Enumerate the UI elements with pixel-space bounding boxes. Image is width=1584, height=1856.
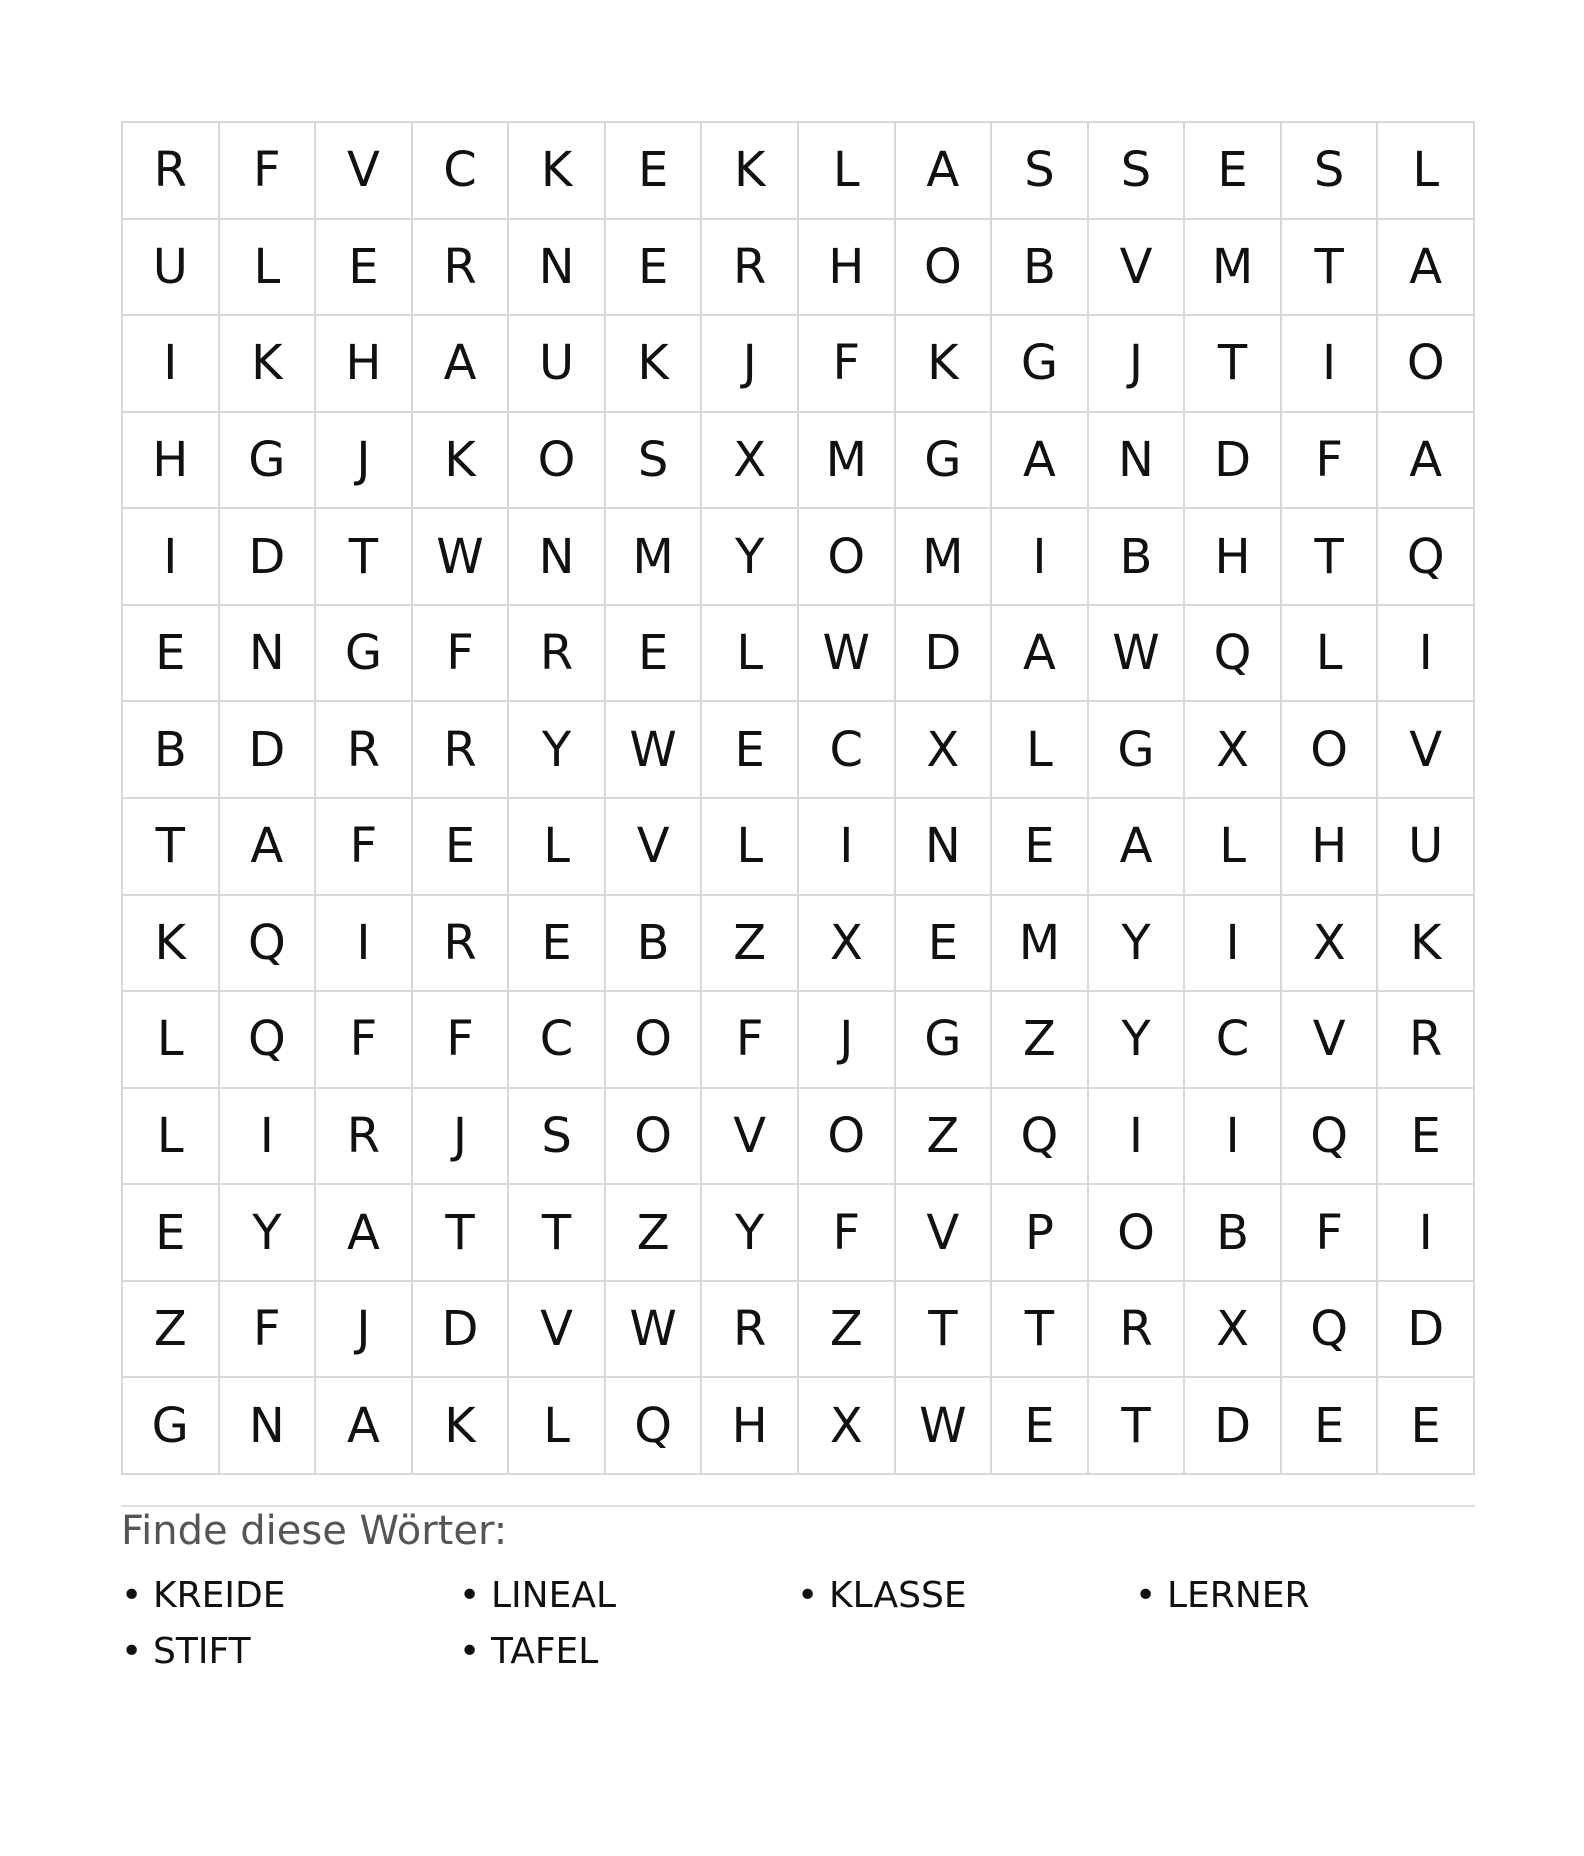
grid-cell[interactable]: Z — [992, 992, 1089, 1089]
grid-cell[interactable]: I — [1378, 606, 1475, 703]
grid-cell[interactable]: X — [1282, 896, 1379, 993]
grid-cell[interactable]: E — [316, 220, 413, 317]
grid-cell[interactable]: I — [1185, 896, 1282, 993]
grid-cell[interactable]: V — [606, 799, 703, 896]
grid-cell[interactable]: T — [413, 1185, 510, 1282]
grid-cell[interactable]: F — [799, 1185, 896, 1282]
word-list-heading: Finde diese Wörter: — [121, 1508, 508, 1554]
grid-cell[interactable]: R — [123, 123, 220, 220]
grid-cell[interactable]: O — [896, 220, 993, 317]
grid-cell[interactable]: A — [992, 606, 1089, 703]
grid-cell[interactable]: S — [1282, 123, 1379, 220]
grid-cell[interactable]: X — [799, 896, 896, 993]
grid-cell[interactable]: K — [413, 1378, 510, 1475]
grid-cell[interactable]: N — [220, 606, 317, 703]
grid-cell[interactable]: L — [509, 1378, 606, 1475]
grid-cell[interactable]: X — [1185, 1282, 1282, 1379]
word-item — [121, 1568, 459, 1624]
grid-cell[interactable]: K — [702, 123, 799, 220]
grid-cell[interactable]: Q — [1282, 1282, 1379, 1379]
grid-cell[interactable]: Y — [220, 1185, 317, 1282]
grid-cell[interactable]: T — [1282, 509, 1379, 606]
grid-cell[interactable]: O — [1282, 702, 1379, 799]
grid-cell[interactable]: V — [509, 1282, 606, 1379]
grid-cell[interactable]: D — [413, 1282, 510, 1379]
grid-cell[interactable]: J — [702, 316, 799, 413]
grid-cell[interactable]: R — [413, 702, 510, 799]
word-item — [459, 1568, 797, 1624]
bullet-icon: • — [121, 1575, 143, 1616]
grid-cell[interactable]: Q — [220, 992, 317, 1089]
grid-cell[interactable]: U — [509, 316, 606, 413]
grid-cell[interactable]: C — [799, 702, 896, 799]
grid-cell[interactable]: X — [799, 1378, 896, 1475]
grid-cell[interactable]: M — [896, 509, 993, 606]
grid-cell[interactable]: Q — [220, 896, 317, 993]
word-label: TAFEL — [491, 1631, 599, 1672]
grid-cell[interactable]: N — [509, 509, 606, 606]
grid-cell[interactable]: A — [1378, 413, 1475, 510]
grid-cell[interactable]: H — [1282, 799, 1379, 896]
grid-cell[interactable]: I — [799, 799, 896, 896]
grid-cell[interactable]: I — [123, 509, 220, 606]
grid-cell[interactable]: E — [413, 799, 510, 896]
grid-cell[interactable]: I — [220, 1089, 317, 1186]
grid-cell[interactable]: T — [316, 509, 413, 606]
grid-cell[interactable]: A — [1089, 799, 1186, 896]
grid-cell[interactable]: I — [123, 316, 220, 413]
grid-cell[interactable]: S — [1089, 123, 1186, 220]
word-item — [797, 1568, 1135, 1624]
grid-cell[interactable]: E — [606, 606, 703, 703]
grid-cell[interactable]: G — [316, 606, 413, 703]
grid-cell[interactable]: K — [123, 896, 220, 993]
grid-cell[interactable]: R — [316, 1089, 413, 1186]
grid-cell[interactable]: F — [316, 799, 413, 896]
bullet-icon: • — [459, 1575, 481, 1616]
grid-cell[interactable]: T — [992, 1282, 1089, 1379]
grid-cell[interactable]: O — [509, 413, 606, 510]
grid-cell[interactable]: V — [896, 1185, 993, 1282]
grid-cell[interactable]: J — [316, 413, 413, 510]
grid-cell[interactable]: R — [413, 220, 510, 317]
grid-cell[interactable]: A — [413, 316, 510, 413]
grid-cell[interactable]: K — [606, 316, 703, 413]
grid-cell[interactable]: Y — [509, 702, 606, 799]
grid-cell[interactable]: V — [1089, 220, 1186, 317]
grid-cell[interactable]: F — [1282, 1185, 1379, 1282]
grid-cell[interactable]: W — [896, 1378, 993, 1475]
grid-cell[interactable]: H — [123, 413, 220, 510]
grid-cell[interactable]: L — [1378, 123, 1475, 220]
grid-cell[interactable]: L — [123, 992, 220, 1089]
grid-cell[interactable]: Q — [1282, 1089, 1379, 1186]
grid-cell[interactable]: A — [992, 413, 1089, 510]
grid-cell[interactable]: H — [316, 316, 413, 413]
grid-cell[interactable]: O — [799, 1089, 896, 1186]
grid-cell[interactable]: I — [1378, 1185, 1475, 1282]
grid-cell[interactable]: E — [1378, 1378, 1475, 1475]
grid-cell[interactable]: L — [799, 123, 896, 220]
grid-cell[interactable]: F — [799, 316, 896, 413]
grid-cell[interactable]: Q — [1378, 509, 1475, 606]
grid-cell[interactable]: O — [799, 509, 896, 606]
grid-cell[interactable]: Q — [606, 1378, 703, 1475]
word-list — [121, 1568, 1475, 1680]
grid-cell[interactable]: Q — [1185, 606, 1282, 703]
grid-cell[interactable]: M — [606, 509, 703, 606]
grid-cell[interactable]: C — [413, 123, 510, 220]
grid-cell[interactable]: A — [220, 799, 317, 896]
grid-cell[interactable]: R — [702, 1282, 799, 1379]
grid-cell[interactable]: W — [1089, 606, 1186, 703]
grid-cell[interactable]: Z — [702, 896, 799, 993]
grid-cell[interactable]: C — [509, 992, 606, 1089]
grid-cell[interactable]: W — [606, 702, 703, 799]
word-label: LERNER — [1167, 1575, 1310, 1616]
grid-cell[interactable]: B — [992, 220, 1089, 317]
grid-cell[interactable]: Y — [702, 509, 799, 606]
grid-cell[interactable]: E — [896, 896, 993, 993]
bullet-icon: • — [459, 1631, 481, 1672]
grid-cell[interactable]: F — [702, 992, 799, 1089]
grid-cell[interactable]: A — [316, 1185, 413, 1282]
grid-cell[interactable]: P — [992, 1185, 1089, 1282]
grid-cell[interactable]: R — [1378, 992, 1475, 1089]
grid-cell[interactable]: F — [316, 992, 413, 1089]
grid-cell[interactable]: J — [799, 992, 896, 1089]
grid-cell[interactable]: E — [702, 702, 799, 799]
grid-cell[interactable]: K — [220, 316, 317, 413]
grid-cell[interactable]: E — [509, 896, 606, 993]
grid-cell[interactable]: M — [799, 413, 896, 510]
grid-cell[interactable]: K — [896, 316, 993, 413]
grid-cell[interactable]: W — [606, 1282, 703, 1379]
grid-cell[interactable]: T — [1185, 316, 1282, 413]
grid-cell[interactable]: B — [606, 896, 703, 993]
bullet-icon: • — [1135, 1575, 1157, 1616]
grid-cell[interactable]: Y — [1089, 896, 1186, 993]
grid-cell[interactable]: E — [123, 606, 220, 703]
grid-cell[interactable]: D — [896, 606, 993, 703]
grid-cell[interactable]: N — [1089, 413, 1186, 510]
grid-cell[interactable]: Y — [1089, 992, 1186, 1089]
grid-cell[interactable]: Z — [123, 1282, 220, 1379]
grid-cell[interactable]: I — [1282, 316, 1379, 413]
word-label: KREIDE — [153, 1575, 286, 1616]
grid-cell[interactable]: O — [606, 1089, 703, 1186]
grid-cell[interactable]: K — [413, 413, 510, 510]
grid-cell[interactable]: N — [509, 220, 606, 317]
grid-cell[interactable]: I — [1185, 1089, 1282, 1186]
grid-cell[interactable]: U — [123, 220, 220, 317]
grid-cell[interactable]: L — [702, 799, 799, 896]
grid-cell[interactable]: D — [1378, 1282, 1475, 1379]
grid-cell[interactable]: N — [896, 799, 993, 896]
grid-cell[interactable]: H — [702, 1378, 799, 1475]
grid-cell[interactable]: T — [123, 799, 220, 896]
grid-cell[interactable]: Y — [702, 1185, 799, 1282]
grid-cell[interactable]: M — [992, 896, 1089, 993]
grid-cell[interactable]: X — [896, 702, 993, 799]
grid-cell[interactable]: K — [509, 123, 606, 220]
grid-cell[interactable]: L — [992, 702, 1089, 799]
grid-cell[interactable]: A — [316, 1378, 413, 1475]
grid-cell[interactable]: J — [413, 1089, 510, 1186]
grid-cell[interactable]: I — [316, 896, 413, 993]
grid-cell[interactable]: F — [413, 606, 510, 703]
bullet-icon: • — [797, 1575, 819, 1616]
grid-cell[interactable]: F — [1282, 413, 1379, 510]
grid-cell[interactable]: L — [1282, 606, 1379, 703]
grid-cell[interactable]: G — [896, 413, 993, 510]
grid-cell[interactable]: L — [123, 1089, 220, 1186]
grid-cell[interactable]: Z — [606, 1185, 703, 1282]
grid-cell[interactable]: D — [220, 702, 317, 799]
grid-cell[interactable]: E — [992, 1378, 1089, 1475]
grid-cell[interactable]: Z — [896, 1089, 993, 1186]
grid-cell[interactable]: R — [509, 606, 606, 703]
grid-cell[interactable]: I — [992, 509, 1089, 606]
word-search-grid — [121, 121, 1475, 1475]
grid-cell[interactable]: V — [1282, 992, 1379, 1089]
grid-cell[interactable]: N — [220, 1378, 317, 1475]
grid-cell[interactable]: O — [1089, 1185, 1186, 1282]
word-label: LINEAL — [491, 1575, 617, 1616]
grid-cell[interactable]: T — [1089, 1378, 1186, 1475]
grid-cell[interactable]: G — [992, 316, 1089, 413]
grid-cell[interactable]: T — [896, 1282, 993, 1379]
grid-cell[interactable]: G — [896, 992, 993, 1089]
grid-cell[interactable]: F — [413, 992, 510, 1089]
grid-cell[interactable]: R — [413, 896, 510, 993]
grid-cell[interactable]: E — [1378, 1089, 1475, 1186]
grid-cell[interactable]: E — [606, 123, 703, 220]
grid-cell[interactable]: V — [316, 123, 413, 220]
bullet-icon: • — [121, 1631, 143, 1672]
grid-cell[interactable]: X — [1185, 702, 1282, 799]
grid-cell[interactable]: R — [702, 220, 799, 317]
grid-cell[interactable]: O — [606, 992, 703, 1089]
grid-cell[interactable]: K — [1378, 896, 1475, 993]
grid-cell[interactable]: S — [606, 413, 703, 510]
grid-cell[interactable]: G — [220, 413, 317, 510]
grid-cell[interactable]: F — [220, 1282, 317, 1379]
grid-cell[interactable]: R — [1089, 1282, 1186, 1379]
word-item — [459, 1624, 797, 1680]
grid-cell[interactable]: J — [316, 1282, 413, 1379]
grid-cell[interactable]: D — [1185, 1378, 1282, 1475]
grid-cell[interactable]: I — [1089, 1089, 1186, 1186]
grid-cell[interactable]: E — [606, 220, 703, 317]
grid-cell[interactable]: E — [992, 799, 1089, 896]
grid-cell[interactable]: A — [896, 123, 993, 220]
grid-cell[interactable]: L — [220, 220, 317, 317]
grid-cell[interactable]: L — [702, 606, 799, 703]
grid-cell[interactable]: X — [702, 413, 799, 510]
grid-cell[interactable]: E — [123, 1185, 220, 1282]
grid-cell[interactable]: O — [1378, 316, 1475, 413]
grid-cell[interactable]: V — [702, 1089, 799, 1186]
grid-cell[interactable]: Q — [992, 1089, 1089, 1186]
grid-cell[interactable]: J — [1089, 316, 1186, 413]
word-item — [121, 1624, 459, 1680]
grid-cell[interactable]: V — [1378, 702, 1475, 799]
grid-cell[interactable]: S — [509, 1089, 606, 1186]
grid-cell[interactable]: C — [1185, 992, 1282, 1089]
grid-cell[interactable]: B — [1089, 509, 1186, 606]
grid-cell[interactable]: T — [509, 1185, 606, 1282]
grid-cell[interactable]: L — [509, 799, 606, 896]
grid-cell[interactable]: H — [1185, 509, 1282, 606]
word-item — [1135, 1568, 1473, 1624]
grid-cell[interactable]: U — [1378, 799, 1475, 896]
word-label: KLASSE — [829, 1575, 967, 1616]
grid-cell[interactable]: B — [123, 702, 220, 799]
grid-cell[interactable]: E — [1282, 1378, 1379, 1475]
grid-cell[interactable]: T — [1282, 220, 1379, 317]
grid-cell[interactable]: M — [1185, 220, 1282, 317]
grid-cell[interactable]: D — [220, 509, 317, 606]
grid-cell[interactable]: S — [992, 123, 1089, 220]
grid-cell[interactable]: Z — [799, 1282, 896, 1379]
grid-cell[interactable]: R — [316, 702, 413, 799]
grid-cell[interactable]: E — [1185, 123, 1282, 220]
grid-cell[interactable]: W — [799, 606, 896, 703]
grid-cell[interactable]: L — [1185, 799, 1282, 896]
grid-cell[interactable]: G — [123, 1378, 220, 1475]
grid-cell[interactable]: A — [1378, 220, 1475, 317]
word-label: STIFT — [153, 1631, 251, 1672]
grid-cell[interactable]: W — [413, 509, 510, 606]
grid-cell[interactable]: F — [220, 123, 317, 220]
grid-cell[interactable]: G — [1089, 702, 1186, 799]
grid-cell[interactable]: D — [1185, 413, 1282, 510]
grid-cell[interactable]: B — [1185, 1185, 1282, 1282]
grid-cell[interactable]: H — [799, 220, 896, 317]
